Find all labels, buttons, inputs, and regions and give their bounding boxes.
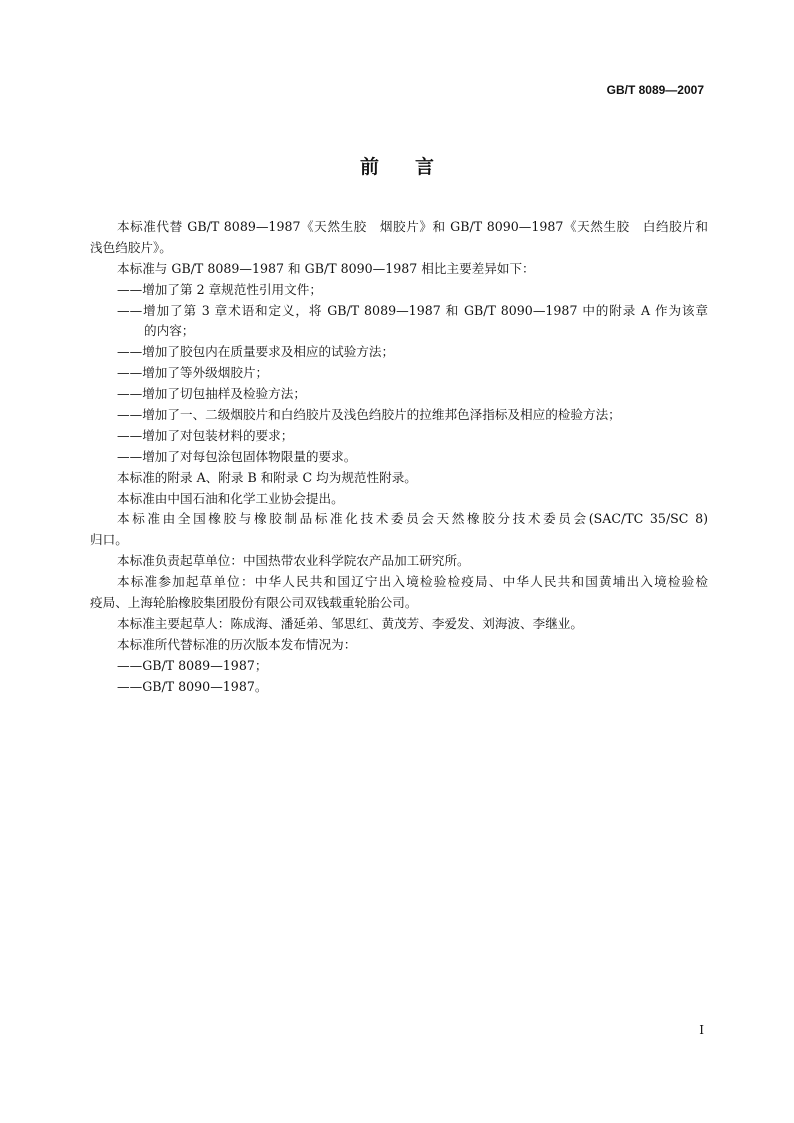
document-code: GB/T 8089—2007 [606, 83, 704, 97]
text-line: 本标准负责起草单位：中国热带农业科学院农产品加工研究所。 [117, 553, 470, 569]
page-number: I [699, 1023, 704, 1037]
list-item: ——增加了胶包内在质量要求及相应的试验方法； [117, 344, 395, 360]
foreword-body [90, 217, 708, 697]
list-item: ——GB/T 8089—1987； [117, 657, 268, 673]
page-title: 前言 [359, 156, 470, 178]
list-item-continuation: 的内容； [144, 323, 195, 339]
text-line: 浅色绉胶片》。 [90, 239, 172, 255]
list-item: ——增加了对每包涂包固体物限量的要求。 [117, 448, 357, 464]
list-item: ——增加了一、二级烟胶片和白绉胶片及浅色绉胶片的拉维邦色泽指标及相应的检验方法； [117, 407, 621, 423]
text-line: 本标准代替 GB/T 8089—1987《天然生胶 烟胶片》和 GB/T 8090—1987《天然生胶 白绉胶片和 [117, 219, 708, 234]
list-item: ——增加了等外级烟胶片； [117, 365, 269, 381]
list-item: ——增加了对包装材料的要求； [117, 427, 294, 443]
list-item: ——增加了第 3 章术语和定义，将 GB/T 8089—1987 和 GB/T 8090—1987 中的附录 A 作为该章 [117, 302, 708, 318]
text-line: 本标准与 GB/T 8089—1987 和 GB/T 8090—1987 相比主要差异如下： [117, 260, 535, 276]
text-line: 本标准主要起草人：陈成海、潘延弟、邹思红、黄茂芳、李爱发、刘海波、李继业。 [117, 615, 583, 631]
list-item: ——增加了切包抽样及检验方法； [117, 386, 306, 402]
text-line: 本标准参加起草单位：中华人民共和国辽宁出入境检验检疫局、中华人民共和国黄埔出入境检验检 [117, 574, 708, 590]
text-line: 本标准由全国橡胶与橡胶制品标准化技术委员会天然橡胶分技术委员会(SAC/TC 35/SC 8) [117, 511, 708, 527]
text-line: 本标准所代替标准的历次版本发布情况为： [117, 636, 357, 652]
list-item: ——增加了第 2 章规范性引用文件； [117, 281, 322, 297]
list-item: ——GB/T 8090—1987。 [117, 678, 268, 694]
text-line: 疫局、上海轮胎橡胶集团股份有限公司双钱载重轮胎公司。 [90, 595, 418, 611]
text-line: 归口。 [90, 532, 128, 548]
text-line: 本标准的附录 A、附录 B 和附录 C 均为规范性附录。 [117, 469, 417, 485]
text-line: 本标准由中国石油和化学工业协会提出。 [117, 490, 344, 506]
